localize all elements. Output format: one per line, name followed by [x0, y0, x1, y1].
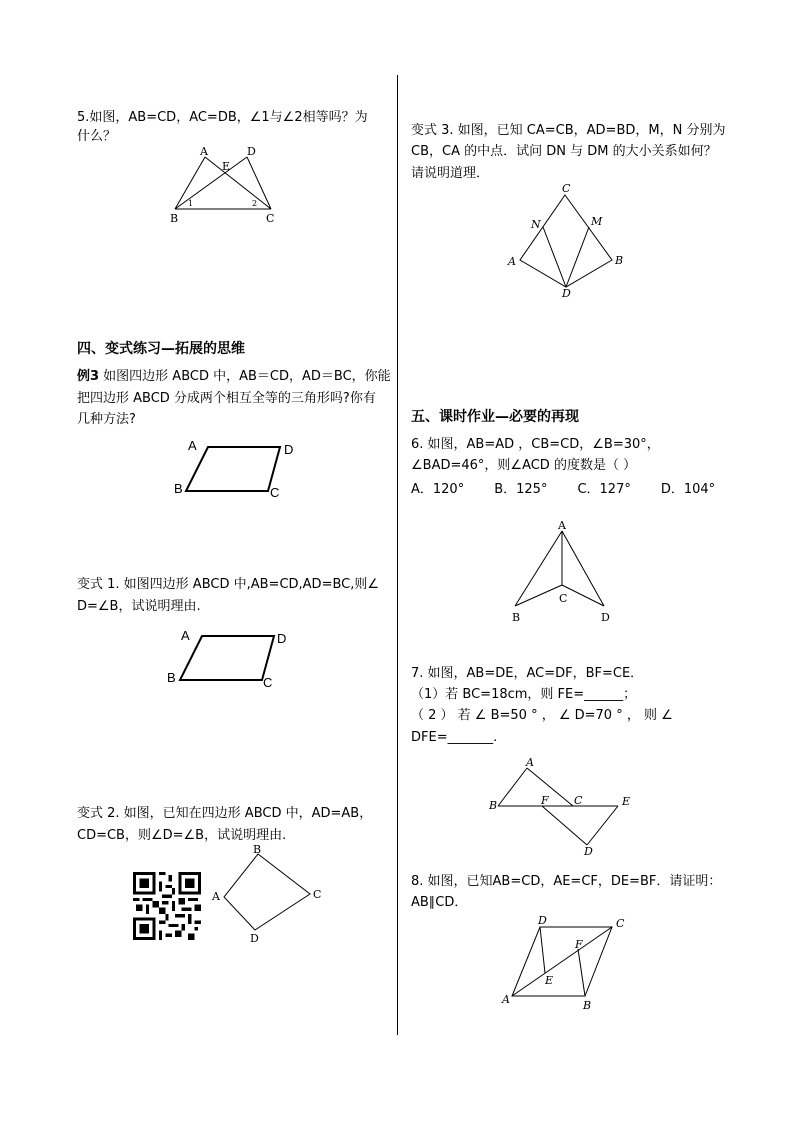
var3-line1: 变式 3. 如图，已知 CA=CB，AD=BD，M，N 分别为 [411, 123, 726, 138]
angle-2-label: 2 [252, 199, 258, 208]
label-a: A [558, 519, 566, 532]
q8-line2: AB∥CD． [411, 895, 468, 910]
ex3-line1 [77, 366, 391, 387]
label-b: B [615, 254, 624, 267]
label-c: C [263, 675, 273, 690]
option-c: C．127° [577, 482, 631, 497]
column-divider [397, 75, 398, 1035]
label-b: B [253, 843, 262, 856]
label-a: A [212, 890, 220, 903]
label-d: D [247, 145, 256, 158]
var3-figure [502, 180, 632, 300]
q7-line2: （1）若 BC=18cm，则 FE=______； [411, 687, 637, 702]
label-n: N [531, 218, 541, 231]
var2-line1: 变式 2. 如图，已知在四边形 ABCD 中，AD=AB， [77, 806, 373, 821]
ex3-prefix: 例3 [77, 369, 100, 384]
angle-1-label: 1 [188, 199, 194, 208]
q6-line2: ∠BAD=46°，则∠ACD 的度数是（ ） [411, 458, 637, 473]
section5-title: 五、课时作业—必要的再现 [411, 409, 579, 425]
ex3-line1-text: 如图四边形 ABCD 中，AB＝CD，AD＝BC，你能 [99, 369, 391, 384]
var1-parallelogram-figure [164, 625, 294, 693]
label-c: C [313, 888, 322, 901]
label-a: A [200, 145, 208, 158]
var1-line2: D=∠B，试说明理由. [77, 599, 201, 614]
label-b: B [167, 670, 176, 685]
q5-figure [165, 142, 285, 227]
label-c: C [574, 794, 583, 807]
q7-line1: 7. 如图，AB=DE，AC=DF，BF=CE． [411, 666, 644, 681]
var2-kite-figure [208, 842, 328, 947]
ex3-line3: 几种方法? [77, 412, 136, 427]
option-b: B．125° [494, 482, 548, 497]
label-d: D [277, 631, 287, 646]
label-b: B [583, 999, 592, 1012]
qr-code-icon [133, 872, 201, 940]
q6-options [411, 478, 715, 497]
q7-figure [485, 755, 635, 860]
label-e: E [545, 974, 554, 987]
label-a: A [188, 438, 197, 453]
q8-line1: 8. 如图，已知AB=CD，AE=CF，DE=BF．请证明： [411, 874, 722, 889]
q6-figure [500, 515, 620, 627]
label-a: A [502, 993, 510, 1006]
label-c: C [270, 485, 280, 500]
option-a: A．120° [411, 482, 465, 497]
ex3-line2: 把四边形 ABCD 分成两个相互全等的三角形吗?你有 [77, 391, 376, 406]
label-d: D [562, 287, 571, 300]
q7-line3: （ 2 ） 若 ∠ B=50 ° ， ∠ D=70 ° ， 则 ∠ [411, 708, 673, 723]
var3-line2: CB，CA 的中点．试问 DN 与 DM 的大小关系如何？ [411, 144, 717, 159]
label-d: D [584, 845, 593, 858]
q5-text-line1: 5.如图，AB=CD，AC=DB，∠1与∠2相等吗？为 [77, 110, 368, 125]
q7-line4: DFE=_______. [411, 730, 498, 745]
label-b: B [512, 611, 521, 624]
var3-line3: 请说明道理． [411, 166, 490, 181]
label-c: C [559, 592, 568, 605]
section4-title: 四、变式练习—拓展的思维 [77, 341, 245, 357]
label-c: C [266, 212, 275, 225]
label-d: D [250, 932, 259, 945]
label-b: B [170, 212, 179, 225]
label-a: A [508, 255, 516, 268]
label-c: C [616, 917, 625, 930]
var2-line2: CD=CB，则∠D=∠B，试说明理由. [77, 828, 287, 843]
label-m: M [591, 215, 603, 228]
q6-line1: 6. 如图，AB=AD ，CB=CD，∠B=30°， [411, 437, 660, 452]
label-d: D [601, 611, 610, 624]
label-d: D [538, 914, 547, 927]
label-e: E [222, 160, 231, 173]
option-d: D．104° [660, 482, 716, 497]
label-b: B [489, 799, 498, 812]
q8-figure [495, 912, 635, 1014]
q5-text-line2: 什么？ [77, 129, 117, 144]
label-d: D [284, 442, 294, 457]
label-b: B [174, 481, 183, 496]
label-f: F [575, 938, 583, 951]
label-a: A [526, 756, 534, 769]
label-c: C [562, 182, 571, 195]
label-e: E [622, 795, 631, 808]
ex3-parallelogram-figure [170, 436, 300, 504]
var1-line1: 变式 1. 如图四边形 ABCD 中,AB=CD,AD=BC,则∠ [77, 577, 380, 592]
label-a: A [181, 628, 190, 643]
label-f: F [541, 794, 549, 807]
